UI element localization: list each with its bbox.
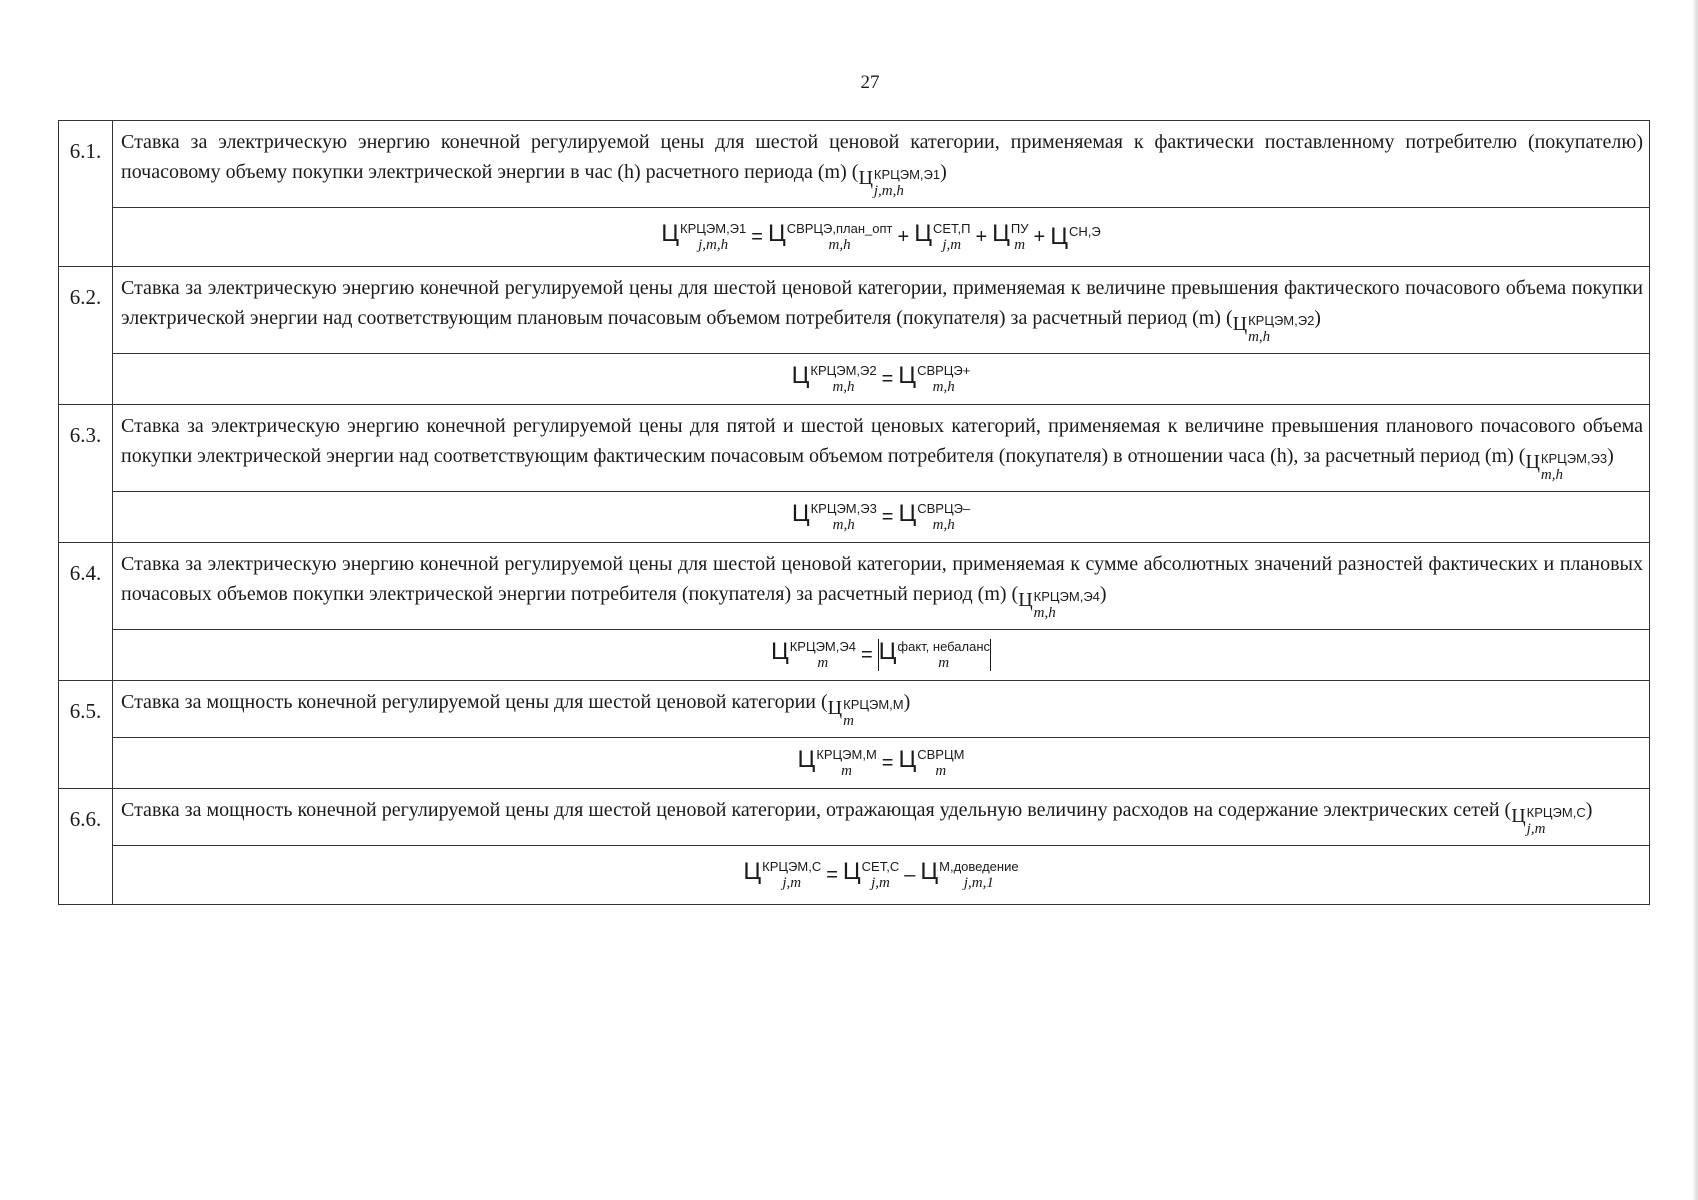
rate-description — [113, 789, 1650, 846]
rates-table-body — [59, 121, 1650, 905]
tariff-symbol — [1525, 452, 1607, 483]
symbol-superscript: СВРЦЭ+ — [917, 362, 971, 378]
rate-formula — [113, 208, 1650, 267]
equals-sign: = — [881, 505, 894, 528]
symbol-superscript: КРЦЭМ,М — [816, 746, 877, 762]
tariff-symbol — [1018, 590, 1100, 621]
symbol-base: Ц — [878, 637, 897, 665]
symbol-subscript: m,h — [932, 516, 955, 533]
equals-sign: = — [826, 863, 838, 886]
symbol-base: Ц — [791, 499, 810, 527]
symbol-subscript: m — [841, 762, 852, 779]
symbol-base: Ц — [1018, 589, 1033, 611]
formula-row — [59, 846, 1650, 905]
row-number: 6.4. — [59, 543, 113, 681]
symbol-scripts — [790, 640, 856, 671]
tariff-symbol — [767, 219, 893, 253]
symbol-base: Ц — [858, 167, 873, 189]
description-text: Ставка за электрическую энергию конечной регулируемой цены для шестой ценовой категории, применяемая к фактически поставленному потребителю (покупателю) почасовому объему покупки электрической энергии в час (h) расчетного периода (m) — [121, 131, 1643, 183]
equals-sign: = — [860, 643, 873, 666]
symbol-scripts — [816, 748, 876, 779]
tariff-symbol — [1233, 314, 1315, 345]
symbol-base: Ц — [898, 361, 917, 389]
symbol-base: Ц — [767, 219, 786, 247]
tariff-symbol — [992, 219, 1029, 253]
symbol-subscript: m,h — [1540, 467, 1564, 483]
operator: – — [904, 863, 916, 886]
formula-row — [59, 630, 1650, 681]
symbol-base: Ц — [842, 857, 861, 885]
formula-row — [59, 208, 1650, 267]
description-text: Ставка за мощность конечной регулируемой цены для шестой ценовой категории — [121, 691, 816, 713]
rate-row — [59, 405, 1650, 492]
symbol-base: Ц — [791, 361, 810, 389]
operator: + — [897, 225, 910, 248]
symbol-superscript: КРЦЭМ,С — [762, 858, 822, 874]
symbol-subscript: m — [843, 713, 854, 729]
symbol-subscript: j,m,h — [873, 183, 904, 199]
symbol-base: Ц — [743, 857, 762, 885]
row-number: 6.1. — [59, 121, 113, 267]
open-paren: ( — [1225, 307, 1233, 329]
close-paren: ) — [903, 691, 911, 713]
close-paren: ) — [940, 161, 947, 183]
tariff-symbol — [828, 698, 904, 729]
tariff-symbol — [858, 168, 940, 199]
tariff-symbol — [898, 499, 971, 533]
equals-sign: = — [881, 367, 894, 390]
symbol-superscript: КРЦЭМ,Э2 — [810, 362, 877, 378]
symbol-superscript: КРЦЭМ,Э1 — [680, 220, 747, 236]
symbol-subscript: j,m,1 — [963, 874, 994, 891]
symbol-subscript: j,m — [871, 874, 890, 891]
tariff-symbol — [842, 857, 900, 891]
tariff-symbol — [791, 361, 877, 395]
rate-row — [59, 543, 1650, 630]
symbol-subscript: m — [938, 654, 950, 671]
tariff-symbol — [914, 219, 971, 253]
symbol-scripts — [917, 748, 964, 779]
rate-formula — [113, 630, 1650, 681]
symbol-scripts — [933, 222, 971, 253]
symbol-scripts — [787, 222, 893, 253]
close-paren: ) — [1314, 307, 1321, 329]
operator: + — [975, 225, 988, 248]
symbol-scripts — [1541, 452, 1607, 483]
symbol-subscript: j,m,h — [698, 236, 729, 253]
page-number: 27 — [860, 72, 880, 93]
open-paren: ( — [1518, 445, 1526, 467]
tariff-symbol — [797, 745, 877, 779]
symbol-superscript: КРЦЭМ,Э3 — [1540, 451, 1608, 466]
open-paren: ( — [1011, 583, 1019, 605]
row-number: 6.2. — [59, 267, 113, 405]
rate-row — [59, 267, 1650, 354]
symbol-subscript: m,h — [1248, 329, 1271, 345]
description-text: Ставка за электрическую энергию конечной регулируемой цены для шестой ценовой категории, применяемая к сумме абсолютных значений разностей фактических и плановых почасовых объемов покупки электрической энергии потребителя (покупателя) за расчетный период (m) — [121, 553, 1643, 605]
symbol-scripts — [762, 860, 821, 891]
open-paren: ( — [821, 691, 828, 713]
open-paren: ( — [1504, 799, 1512, 821]
tariff-symbol — [791, 499, 877, 533]
symbol-superscript: СВРЦМ — [917, 746, 965, 762]
formula-row — [59, 738, 1650, 789]
description-text: Ставка за мощность конечной регулируемой цены для шестой ценовой категории, отражающая удельную величину расходов на содержание электрических сетей — [121, 799, 1500, 821]
tariff-symbol — [920, 857, 1019, 891]
symbol-scripts — [843, 698, 903, 729]
symbol-base: Ц — [992, 219, 1010, 247]
formula-row — [59, 492, 1650, 543]
equals-sign: = — [751, 225, 763, 248]
symbol-base: Ц — [1525, 451, 1540, 473]
symbol-scripts — [874, 168, 940, 199]
open-paren: ( — [851, 161, 859, 183]
symbol-superscript: КРЦЭМ,Э4 — [1033, 589, 1100, 604]
rate-description — [113, 543, 1650, 630]
symbol-base: Ц — [1050, 223, 1068, 250]
symbol-scripts — [1248, 314, 1314, 345]
equals-sign: = — [881, 751, 894, 774]
tariff-symbol — [770, 637, 856, 671]
symbol-base: Ц — [1511, 805, 1526, 827]
symbol-superscript: М,доведение — [939, 858, 1019, 874]
symbol-base: Ц — [797, 745, 816, 773]
row-number: 6.3. — [59, 405, 113, 543]
symbol-base: Ц — [920, 857, 939, 885]
symbol-superscript: СВРЦЭ– — [917, 500, 971, 516]
symbol-subscript: j,m — [1526, 821, 1546, 837]
symbol-base: Ц — [914, 219, 932, 247]
formula-row — [59, 354, 1650, 405]
symbol-superscript: КРЦЭМ,Э2 — [1248, 313, 1315, 328]
symbol-superscript: КРЦЭМ,Э3 — [810, 500, 877, 516]
symbol-superscript: СЕТ,П — [932, 220, 971, 236]
symbol-subscript: m — [817, 654, 829, 671]
symbol-scripts — [1527, 806, 1586, 837]
symbol-scripts — [897, 640, 990, 671]
tariff-symbol — [1511, 806, 1586, 837]
rate-formula — [113, 354, 1650, 405]
tariff-symbol — [743, 857, 822, 891]
operator: + — [1033, 225, 1046, 248]
row-number: 6.5. — [59, 681, 113, 789]
row-number: 6.6. — [59, 789, 113, 905]
symbol-superscript: СВРЦЭ,план_опт — [786, 220, 893, 236]
symbol-subscript: m,h — [832, 516, 855, 533]
rate-row — [59, 681, 1650, 738]
tariff-symbol — [898, 361, 971, 395]
symbol-subscript: j,m — [782, 874, 802, 891]
absolute-bar-right — [990, 639, 991, 671]
symbol-scripts — [1034, 590, 1100, 621]
symbol-scripts — [1011, 222, 1029, 253]
symbol-superscript: КРЦЭМ,Э1 — [873, 167, 941, 182]
scan-edge-shadow — [1692, 0, 1698, 1200]
symbol-superscript: СЕТ,С — [861, 858, 900, 874]
rate-formula — [113, 846, 1650, 905]
symbol-scripts — [917, 502, 970, 533]
symbol-scripts — [811, 502, 877, 533]
symbol-scripts — [862, 860, 900, 891]
symbol-subscript: m,h — [832, 378, 855, 395]
symbol-superscript: КРЦЭМ,Э4 — [789, 638, 856, 654]
rate-description — [113, 681, 1650, 738]
rate-row — [59, 121, 1650, 208]
description-text: Ставка за электрическую энергию конечной регулируемой цены для пятой и шестой ценовых категорий, применяемая к величине превышения планового почасового объема покупки электрической энергии над соответствующим фактическим почасовым объемом потребителя (покупателя) в отношении часа (h), за расчетный период (m) — [121, 415, 1643, 467]
description-text: Ставка за электрическую энергию конечной регулируемой цены для шестой ценовой категории, применяемая к величине превышения фактического почасового объема покупки электрической энергии над соответствующим плановым почасовым объемом потребителя (покупателя) за расчетный период (m) — [121, 277, 1643, 329]
symbol-subscript: m — [935, 762, 947, 779]
symbol-superscript: ПУ — [1010, 220, 1029, 236]
symbol-base: Ц — [1232, 313, 1248, 335]
symbol-base: Ц — [898, 499, 917, 527]
symbol-superscript: КРЦЭМ,М — [843, 697, 904, 712]
symbol-superscript: КРЦЭМ,С — [1526, 805, 1586, 820]
rate-description — [113, 405, 1650, 492]
close-paren: ) — [1585, 799, 1593, 821]
symbol-base: Ц — [827, 697, 843, 719]
symbol-superscript: факт, небаланс — [897, 638, 991, 654]
tariff-symbol — [898, 745, 965, 779]
symbol-base: Ц — [770, 637, 789, 665]
symbol-scripts — [917, 364, 970, 395]
symbol-scripts — [810, 364, 876, 395]
symbol-subscript: m,h — [1033, 605, 1056, 621]
symbol-subscript: j,m — [942, 236, 962, 253]
symbol-scripts — [1069, 225, 1101, 241]
tariff-symbol — [878, 637, 991, 671]
symbol-base: Ц — [898, 745, 917, 773]
symbol-base: Ц — [661, 219, 680, 247]
rate-formula — [113, 492, 1650, 543]
rate-row — [59, 789, 1650, 846]
close-paren: ) — [1099, 583, 1107, 605]
symbol-subscript: m,h — [828, 236, 851, 253]
symbol-subscript: m — [1014, 236, 1026, 253]
symbol-scripts — [680, 222, 746, 253]
rate-description — [113, 121, 1650, 208]
rates-table — [58, 120, 1650, 905]
close-paren: ) — [1607, 445, 1614, 467]
rate-description — [113, 267, 1650, 354]
symbol-superscript: СН,Э — [1068, 224, 1101, 239]
symbol-subscript: m,h — [932, 378, 955, 395]
symbol-scripts — [939, 860, 1018, 891]
tariff-symbol — [1050, 225, 1101, 249]
rate-formula — [113, 738, 1650, 789]
tariff-symbol — [661, 219, 747, 253]
